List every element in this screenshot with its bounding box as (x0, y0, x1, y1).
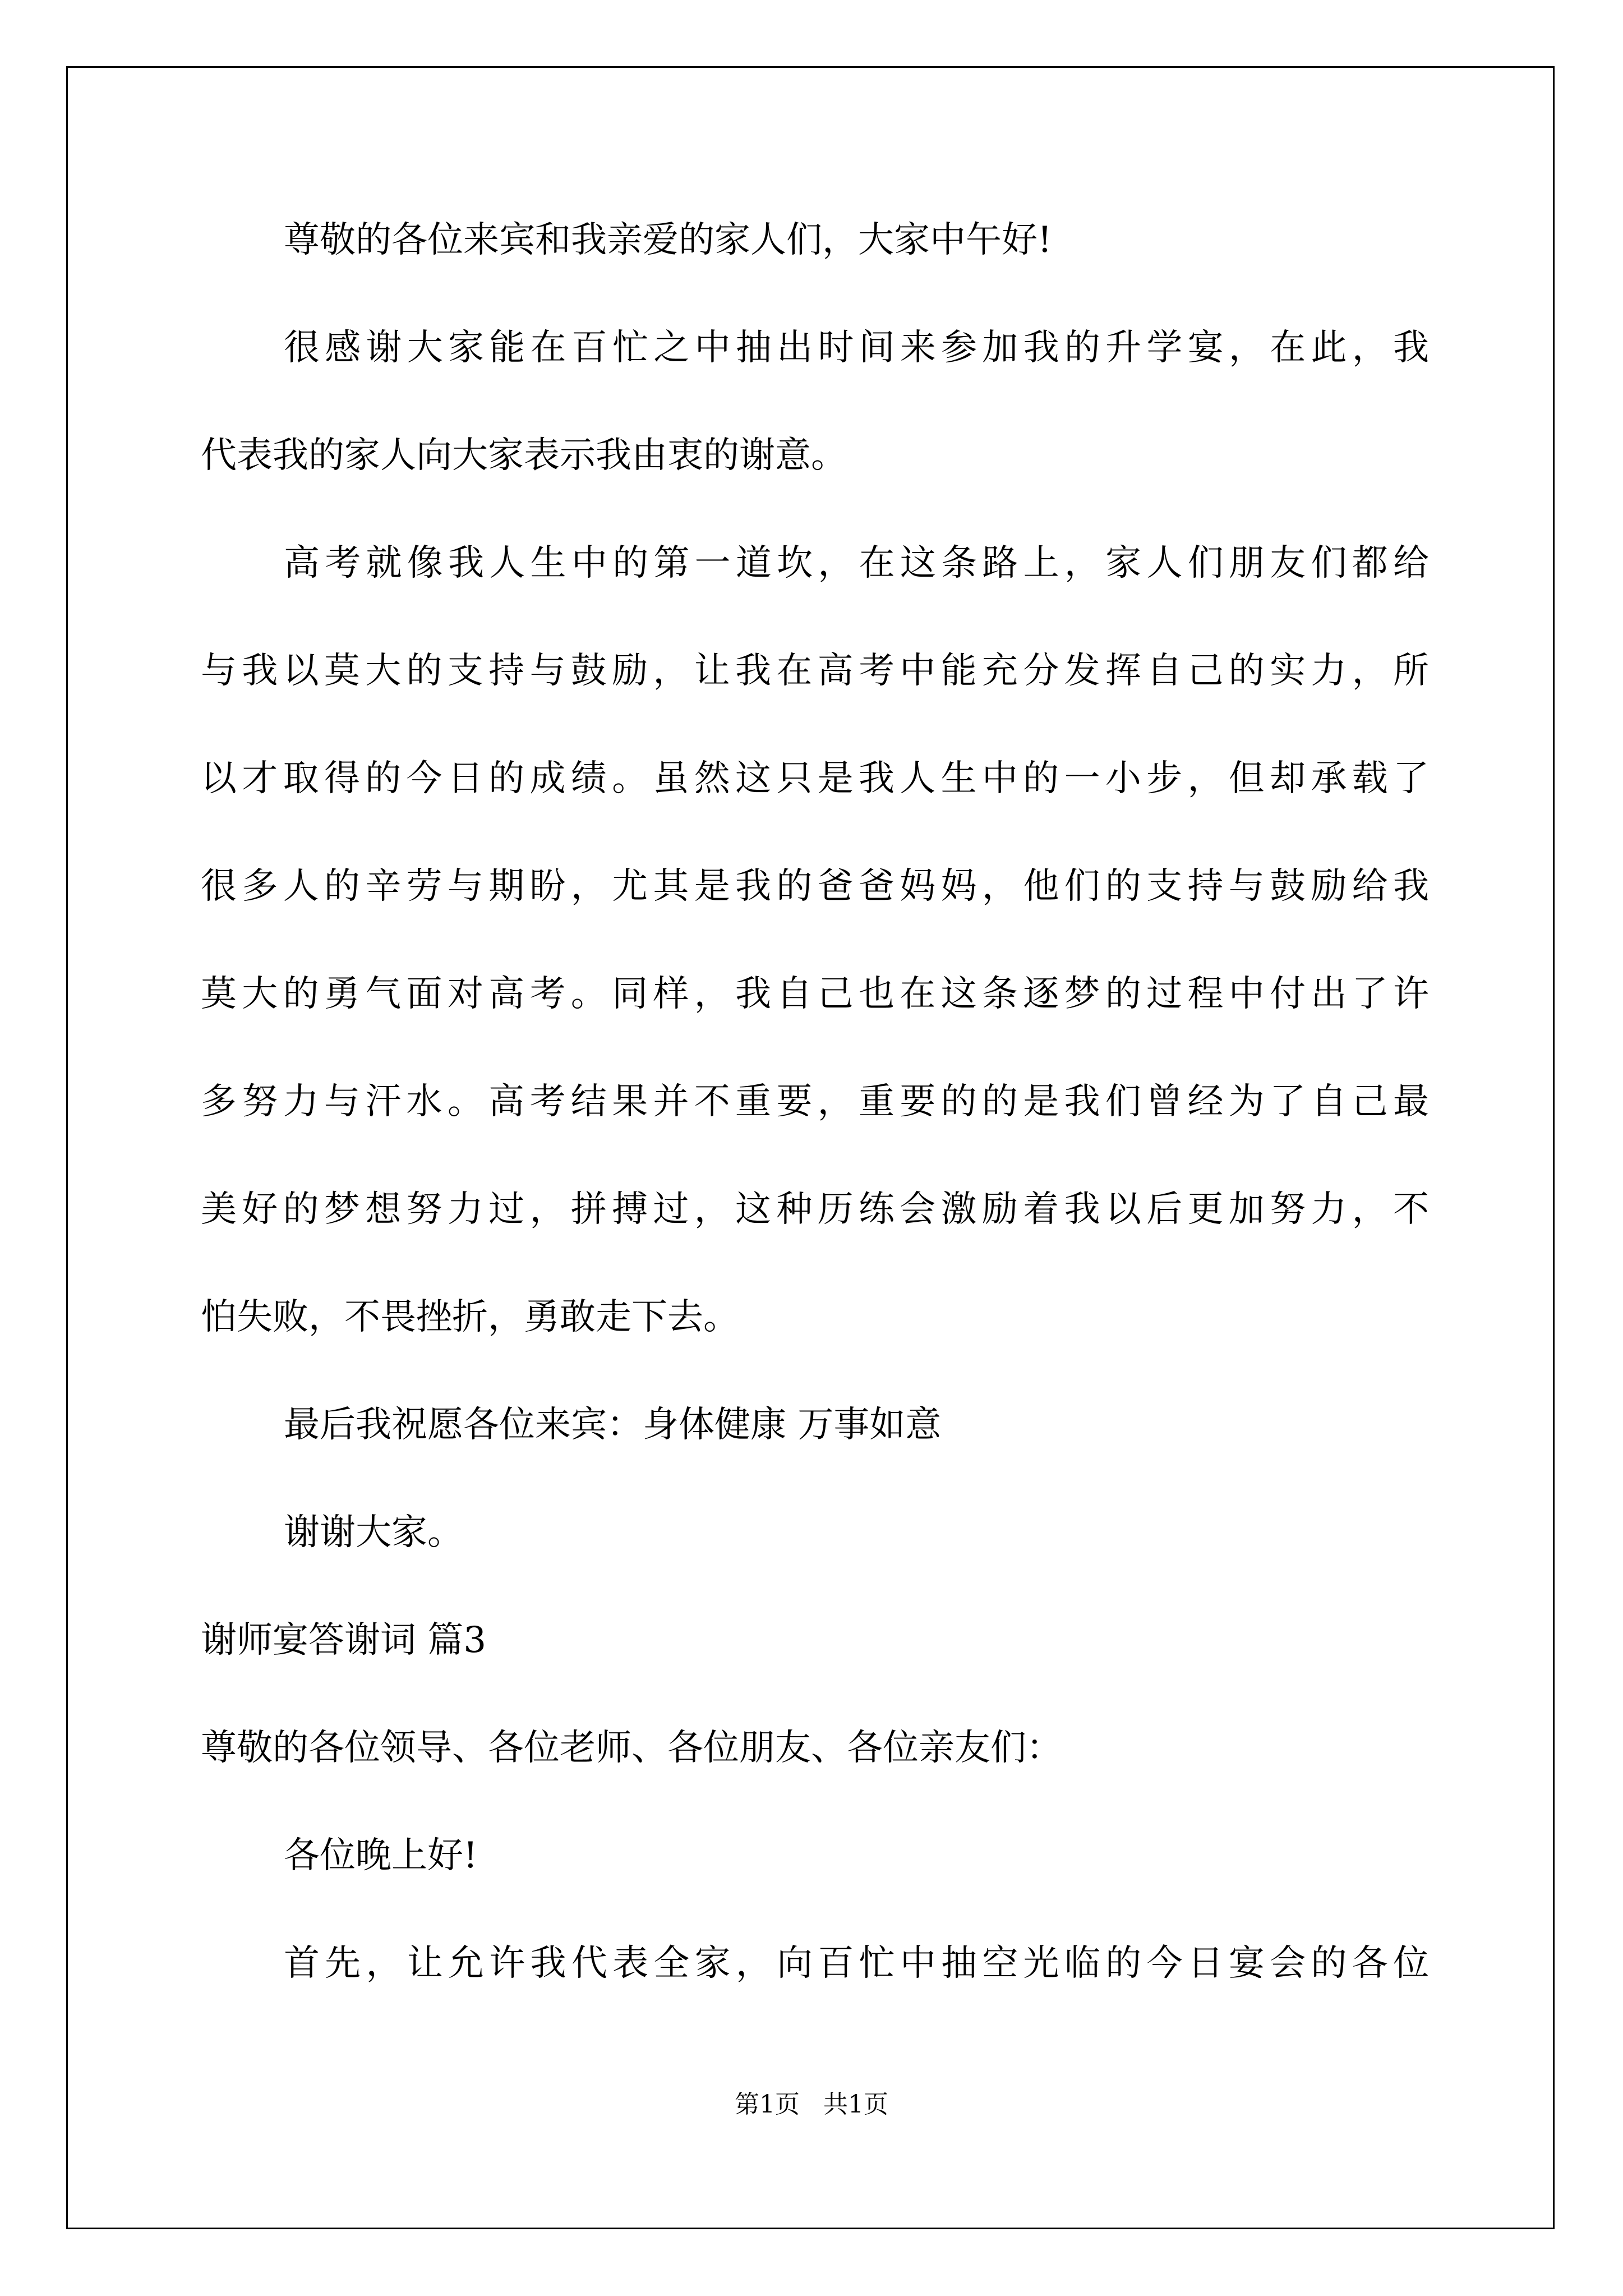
text-line: 很感谢大家能在百忙之中抽出时间来参加我的升学宴，在此，我 (284, 327, 1429, 369)
section-heading: 谢师宴答谢词 篇3 (201, 1619, 487, 1661)
text-line: 以才取得的今日的成绩。虽然这只是我人生中的一小步，但却承载了 (201, 758, 1429, 799)
text-line: 尊敬的各位来宾和我亲爱的家人们，大家中午好! (284, 219, 1052, 261)
text-line: 谢谢大家。 (284, 1512, 463, 1553)
text-line: 各位晚上好! (284, 1835, 478, 1876)
page-footer (0, 2084, 1623, 2120)
text-line: 首先，让允许我代表全家，向百忙中抽空光临的今日宴会的各位 (284, 1943, 1429, 1984)
document-body (201, 213, 1429, 2044)
page-number: 第1页 (735, 2090, 800, 2119)
text-line: 与我以莫大的支持与鼓励，让我在高考中能充分发挥自己的实力，所 (201, 650, 1429, 692)
text-line: 美好的梦想努力过，拼搏过，这种历练会激励着我以后更加努力，不 (201, 1189, 1429, 1230)
text-line: 怕失败，不畏挫折，勇敢走下去。 (201, 1296, 739, 1338)
text-line: 高考就像我人生中的第一道坎，在这条路上，家人们朋友们都给 (284, 542, 1429, 584)
salutation: 尊敬的各位领导、各位老师、各位朋友、各位亲友们： (201, 1727, 1062, 1769)
text-line: 很多人的辛劳与期盼，尤其是我的爸爸妈妈，他们的支持与鼓励给我 (201, 866, 1429, 907)
text-line: 多努力与汗水。高考结果并不重要，重要的的是我们曾经为了自己最 (201, 1081, 1429, 1122)
page-total: 共1页 (823, 2090, 888, 2119)
text-line: 代表我的家人向大家表示我由衷的谢意。 (201, 435, 847, 476)
text-line: 最后我祝愿各位来宾：身体健康 万事如意 (284, 1404, 942, 1446)
text-line: 莫大的勇气面对高考。同样，我自己也在这条逐梦的过程中付出了许 (201, 973, 1429, 1015)
